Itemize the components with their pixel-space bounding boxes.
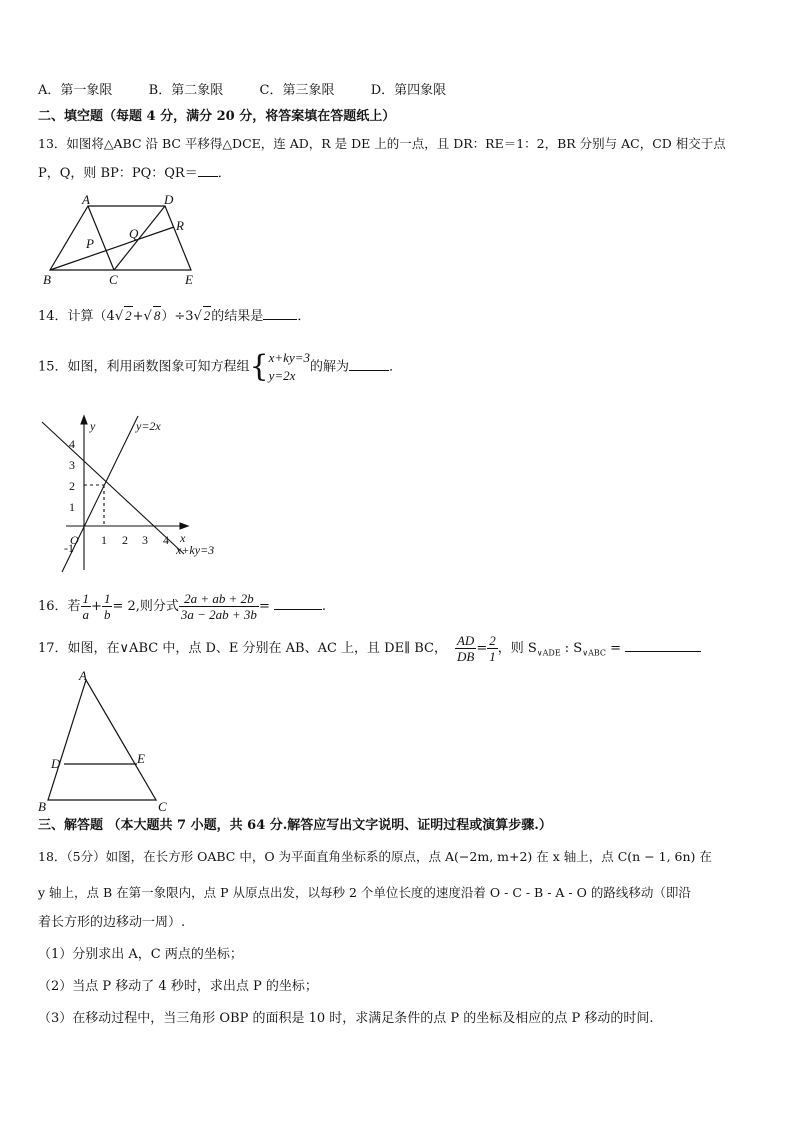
q15-end: ． <box>389 359 403 375</box>
triangle-abc <box>48 680 156 800</box>
y-tick: 3 <box>69 458 75 472</box>
x-tick: 1 <box>101 533 107 547</box>
fraction <box>455 633 476 664</box>
numerator: 1 <box>82 591 90 606</box>
q18-line1: 18．（5分）如图，在长方形 OABC 中，O 为平面直角坐标系的原点，点 A(−2m, m+2) 在 x 轴上，点 C(n − 1, 6n) 在 <box>38 849 712 864</box>
q16-prefix: 16．若 <box>38 599 81 614</box>
q14-suffix: 的结果是 <box>211 309 264 324</box>
numerator: 1 <box>103 591 111 606</box>
answer-blank[interactable] <box>198 176 218 177</box>
q13-line1: 13．如图将△ABC 沿 BC 平移得△DCE，连 AD，R 是 DE 上的一点，且 DR：RE＝1：2，BR 分别与 AC，CD 相交于点 <box>38 136 726 151</box>
sqrt-sign: √ <box>114 309 124 324</box>
q17-suffix: ，则 S <box>497 641 537 656</box>
subscript-abc: ∨ABC <box>582 648 606 658</box>
answer-blank[interactable] <box>263 319 297 320</box>
q18-line3: 着长方形的边移动一周）. <box>38 915 186 930</box>
line1-label: y=2x <box>136 419 161 433</box>
option-c: C．第三象限 <box>259 83 335 98</box>
y-tick: 1 <box>69 500 75 514</box>
q15-graph <box>38 408 238 580</box>
q18-sub2: （2）当点 P 移动了 4 秒时，求出点 P 的坐标； <box>38 979 318 994</box>
option-a: A．第一象限 <box>38 83 113 98</box>
y-arrow <box>81 416 87 424</box>
fraction <box>487 633 498 664</box>
label-d: D <box>164 192 174 207</box>
q15-prefix: 15．如图，利用函数图象可知方程组 <box>38 359 250 375</box>
q17-prefix: 17．如图，在∨ABC 中，点 D、E 分别在 AB、AC 上，且 DE∥ BC， <box>38 641 447 656</box>
q18-line2: y 轴上，点 B 在第一象限内，点 P 从原点出发，以每秒 2 个单位长度的速度沿着 O - C - B - A - O 的路线移动（即沿 <box>38 885 691 900</box>
label-a: A <box>82 192 90 207</box>
x-axis-label: x <box>180 531 186 545</box>
line2-label: x+ky=3 <box>176 543 215 557</box>
x-tick: 2 <box>122 533 128 547</box>
fraction <box>179 591 259 622</box>
neg-tick: -1 <box>64 541 74 555</box>
q18-sub1: （1）分别求出 A，C 两点的坐标； <box>38 947 243 962</box>
radicand-2: 8 <box>153 308 161 323</box>
equals-sign: = <box>258 599 270 614</box>
option-d: D．第四象限 <box>370 83 447 98</box>
q17 <box>38 632 701 671</box>
equals-sign: = <box>476 641 488 656</box>
section2-title: 二、填空题（每题 4 分，满分 20 分，将答案填在答题纸上） <box>38 109 396 124</box>
denominator: DB <box>456 649 475 664</box>
radicand-3: 2 <box>203 308 211 323</box>
y-tick: 4 <box>69 437 75 451</box>
left-brace: { <box>249 349 269 384</box>
plus-sign: + <box>91 599 102 614</box>
q13-line2 <box>38 165 231 183</box>
q14 <box>38 306 310 326</box>
plus-sign: + <box>132 309 144 324</box>
q16 <box>38 590 326 624</box>
answer-blank[interactable] <box>625 651 701 652</box>
section3-title: 三、解答题 （本大题共 7 小题，共 64 分.解答应写出文字说明、证明过程或演算步骤.） <box>38 818 552 833</box>
label-d: D <box>51 756 61 771</box>
q16-end: . <box>321 599 326 614</box>
q14-end: ． <box>297 309 311 324</box>
equals-sign: = <box>606 641 622 656</box>
x-tick: 3 <box>142 533 148 547</box>
numerator: AD <box>456 633 475 648</box>
x-arrow <box>180 523 188 529</box>
denominator: b <box>103 607 111 622</box>
label-e: E <box>185 272 193 287</box>
denominator: 3a − 2ab + 3b <box>180 607 257 622</box>
numerator: 2a + ab + 2b <box>179 591 259 607</box>
label-q: Q <box>129 226 139 241</box>
q17-figure <box>34 668 184 813</box>
x-tick: 4 <box>163 533 169 547</box>
label-p: P <box>86 236 94 251</box>
q14-prefix: 14．计算（4 <box>38 309 115 324</box>
q16-mid: = 2,则分式 <box>112 599 179 614</box>
q12-options <box>38 82 446 100</box>
label-b: B <box>43 272 51 287</box>
label-b: B <box>38 799 46 813</box>
q13-figure <box>38 190 208 288</box>
denominator: 1 <box>489 649 496 664</box>
q15 <box>38 348 402 387</box>
fraction <box>102 591 113 622</box>
answer-blank[interactable] <box>274 609 322 610</box>
parallelogram-outline <box>50 206 191 270</box>
q13-end: ． <box>217 166 231 181</box>
label-c: C <box>158 799 167 813</box>
subscript-ade: ∨ADE <box>536 648 561 658</box>
denominator: a <box>82 607 90 622</box>
q13-text: P，Q，则 BP：PQ：QR＝ <box>38 166 198 181</box>
label-r: R <box>176 218 184 233</box>
ratio-colon: : S <box>560 641 583 656</box>
label-a: A <box>79 668 87 683</box>
q15-suffix: 的解为 <box>310 359 350 375</box>
fraction <box>81 591 92 622</box>
sqrt-sign: √ <box>143 309 152 324</box>
label-c: C <box>109 272 118 287</box>
label-e: E <box>137 751 145 766</box>
option-b: B．第二象限 <box>148 83 224 98</box>
q18-sub3: （3）在移动过程中，当三角形 OBP 的面积是 10 时，求满足条件的点 P 的坐标及相应的点 P 移动的时间. <box>38 1011 654 1026</box>
equation-system <box>269 349 310 385</box>
numerator: 2 <box>489 633 496 648</box>
segment-dc <box>114 206 165 270</box>
y-tick: 2 <box>69 479 75 493</box>
q14-mid: ）÷3 <box>161 309 194 324</box>
radicand-1: 2 <box>125 308 132 323</box>
equation-1: x+ky=3 <box>268 350 310 365</box>
sqrt-sign: √ <box>193 309 202 324</box>
origin-label: O <box>70 533 79 547</box>
y-axis-label: y <box>90 419 96 433</box>
equation-2: y=2x <box>268 368 296 383</box>
answer-blank[interactable] <box>349 370 389 371</box>
